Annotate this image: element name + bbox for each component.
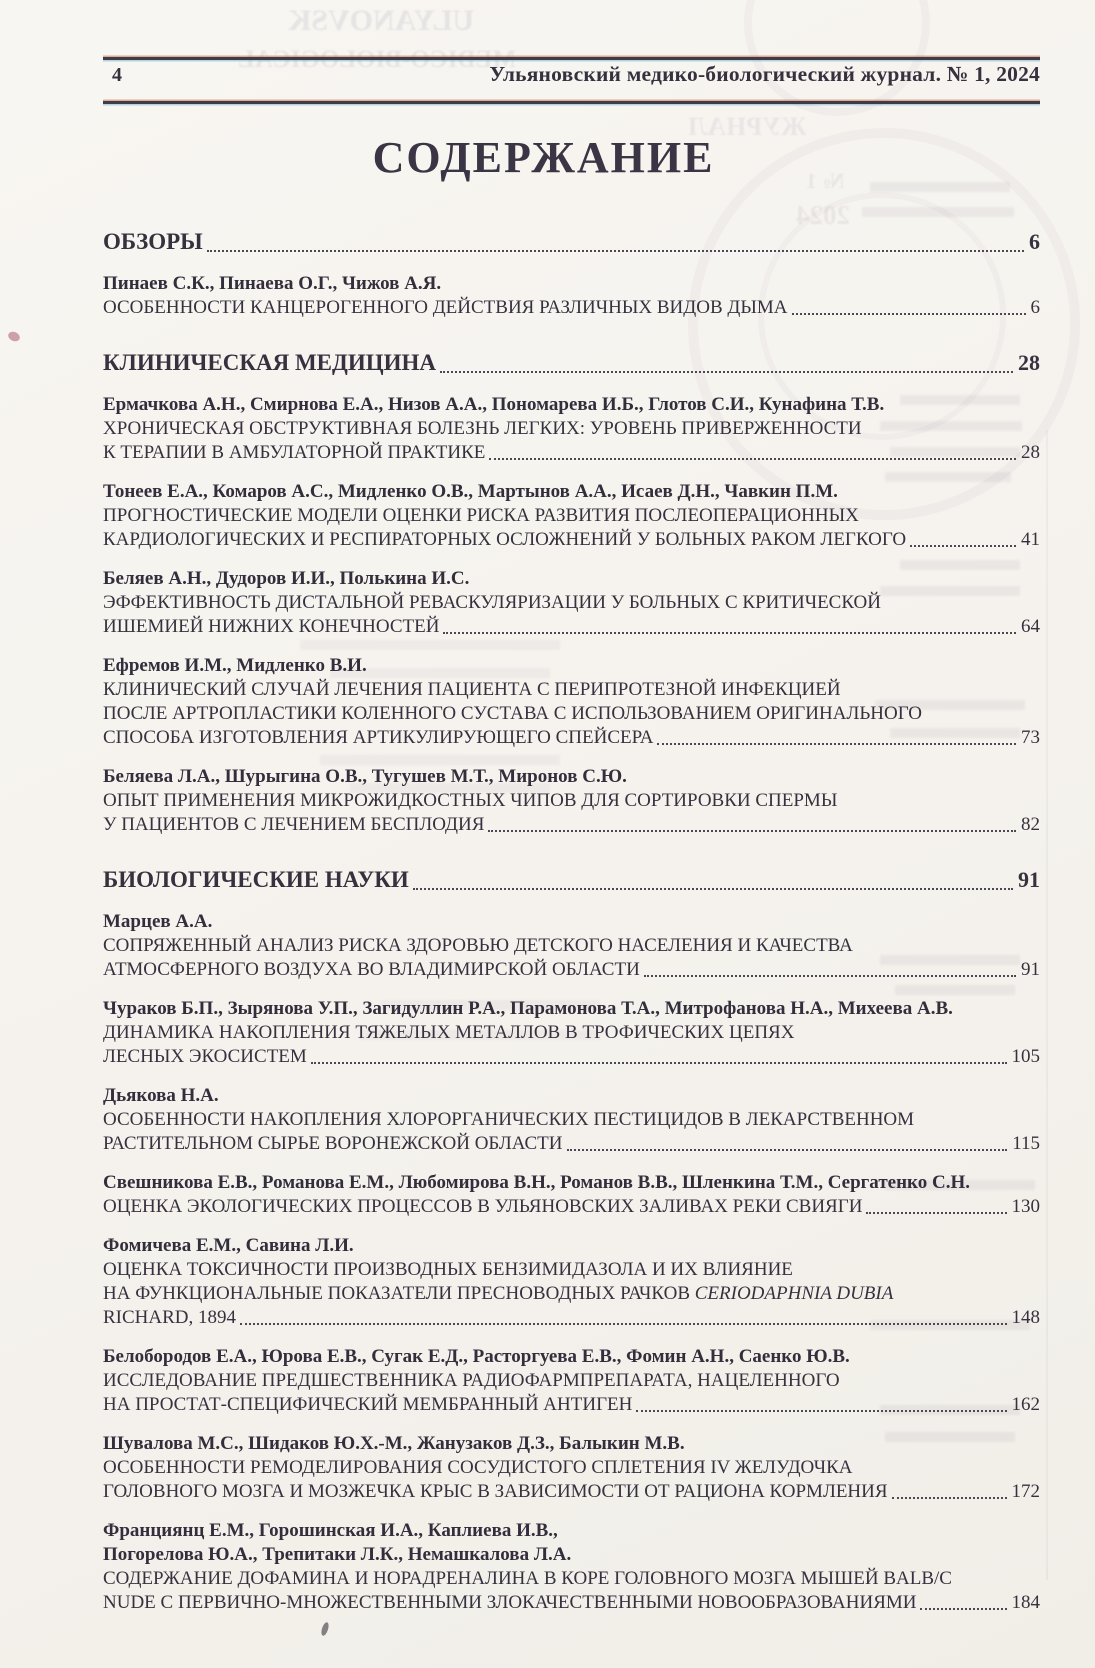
toc-entry [103,1084,1040,1156]
entry-title-line: СОДЕРЖАНИЕ ДОФАМИНА И НОРАДРЕНАЛИНА В КОРЕ ГОЛОВНОГО МОЗГА МЫШЕЙ BALB/C [103,1568,952,1589]
scan-speck [320,1621,330,1636]
toc-entry [103,997,1040,1069]
entry-page-number: 172 [1011,1481,1040,1502]
entry-page-number: 82 [1021,814,1040,835]
toc-section-header [103,348,1040,378]
entry-title-text: У ПАЦИЕНТОВ С ЛЕЧЕНИЕМ БЕСПЛОДИЯ [103,814,485,835]
toc-content [103,118,1040,1615]
bleed-through-text: № 1 [806,168,845,193]
entry-title-line: ОЦЕНКА ТОКСИЧНОСТИ ПРОИЗВОДНЫХ БЕНЗИМИДАЗОЛА И ИХ ВЛИЯНИЕ [103,1259,793,1280]
entry-title-line: ОСОБЕННОСТИ РЕМОДЕЛИРОВАНИЯ СОСУДИСТОГО СПЛЕТЕНИЯ IV ЖЕЛУДОЧКА [103,1457,853,1478]
entry-title-line [103,1591,1040,1615]
entry-title-line: ОПЫТ ПРИМЕНЕНИЯ МИКРОЖИДКОСТНЫХ ЧИПОВ ДЛЯ СОРТИРОВКИ СПЕРМЫ [103,790,838,811]
entry-title-line [103,1282,1040,1306]
entry-authors: Фомичева Е.М., Савина Л.И. [103,1235,354,1256]
toc-section-header [103,227,1040,257]
entry-title-text: NUDE С ПЕРВИЧНО-МНОЖЕСТВЕННЫМИ ЗЛОКАЧЕСТВЕННЫМИ НОВООБРАЗОВАНИЯМИ [103,1592,917,1613]
header-rule-top [103,57,1040,60]
entry-title-line [103,1480,1040,1504]
entry-title-text: К ТЕРАПИИ В АМБУЛАТОРНОЙ ПРАКТИКЕ [103,442,486,463]
section-page-number: 6 [1029,229,1040,254]
toc-entry [103,480,1040,552]
toc-title: СОДЕРЖАНИЕ [372,133,715,182]
bleed-through-text: ULYANOVSK [288,4,475,37]
toc-entry [103,1519,1040,1615]
entry-title-line: КЛИНИЧЕСКИЙ СЛУЧАЙ ЛЕЧЕНИЯ ПАЦИЕНТА С ПЕРИПРОТЕЗНОЙ ИНФЕКЦИЕЙ [103,679,841,700]
dot-leader [866,1212,1006,1214]
toc-entry [103,567,1040,639]
dot-leader [311,1062,1007,1064]
entry-title-line [103,958,1040,982]
toc-entry [103,272,1040,320]
dot-leader [443,632,1016,634]
journal-title: Ульяновский медико-биологический журнал. № 1, 2024 [489,62,1040,86]
entry-title-line [103,726,1040,750]
toc-entry [103,1171,1040,1219]
entry-page-number: 115 [1012,1133,1040,1154]
entry-title-line [103,1195,1040,1219]
entry-title-text: КАРДИОЛОГИЧЕСКИХ И РЕСПИРАТОРНЫХ ОСЛОЖНЕНИЙ У БОЛЬНЫХ РАКОМ ЛЕГКОГО [103,529,907,550]
entry-page-number: 41 [1021,529,1040,550]
entry-title-line [103,1393,1040,1417]
entry-page-number: 6 [1030,297,1040,318]
entry-title-line [103,1132,1040,1156]
entry-authors: Дьякова Н.А. [103,1085,219,1106]
entry-page-number: 184 [1011,1592,1040,1613]
toc-entry [103,1234,1040,1330]
entry-title-line [103,615,1040,639]
bleed-through-column-rule [1046,430,1048,1580]
bleed-through-text: ЖУРНАЛ [688,112,807,141]
dot-leader [413,888,1013,890]
entry-page-number: 148 [1011,1307,1040,1328]
entry-title-text: НА ПРОСТАТ-СПЕЦИФИЧЕСКИЙ МЕМБРАННЫЙ АНТИГЕН [103,1394,633,1415]
dot-leader [792,313,1026,315]
entry-title-line: ПОСЛЕ АРТРОПЛАСТИКИ КОЛЕННОГО СУСТАВА С ИСПОЛЬЗОВАНИЕМ ОРИГИНАЛЬНОГО [103,703,922,724]
entry-title-text: ОЦЕНКА ЭКОЛОГИЧЕСКИХ ПРОЦЕССОВ В УЛЬЯНОВСКИХ ЗАЛИВАХ РЕКИ СВИЯГИ [103,1196,863,1217]
entry-authors: Белобородов Е.А., Юрова Е.В., Сугак Е.Д., Расторгуева Е.В., Фомин А.Н., Саенко Ю.В. [103,1346,850,1367]
entry-title-line [103,1045,1040,1069]
toc-entry [103,393,1040,465]
dot-leader [657,743,1016,745]
entry-title-text: АТМОСФЕРНОГО ВОЗДУХА ВО ВЛАДИМИРСКОЙ ОБЛАСТИ [103,959,640,980]
entry-page-number: 28 [1021,442,1040,463]
section-page-number: 28 [1018,350,1040,375]
page-folio: 4 [112,64,122,86]
section-label: КЛИНИЧЕСКАЯ МЕДИЦИНА [103,350,437,375]
section-label: БИОЛОГИЧЕСКИЕ НАУКИ [103,867,409,892]
dot-leader [910,545,1016,547]
dot-leader [644,975,1016,977]
entry-title-text: НА ФУНКЦИОНАЛЬНЫЕ ПОКАЗАТЕЛИ ПРЕСНОВОДНЫХ РАЧКОВ [103,1283,695,1304]
dot-leader [920,1608,1006,1610]
entry-title-line: ИССЛЕДОВАНИЕ ПРЕДШЕСТВЕННИКА РАДИОФАРМПРЕПАРАТА, НАЦЕЛЕННОГО [103,1370,840,1391]
entry-authors: Беляева Л.А., Шурыгина О.В., Тугушев М.Т., Миронов С.Ю. [103,766,627,787]
entry-title-line: ОСОБЕННОСТИ НАКОПЛЕНИЯ ХЛОРОРГАНИЧЕСКИХ ПЕСТИЦИДОВ В ЛЕКАРСТВЕННОМ [103,1109,915,1130]
entry-title-text: ОСОБЕННОСТИ КАНЦЕРОГЕННОГО ДЕЙСТВИЯ РАЗЛИЧНЫХ ВИДОВ ДЫМА [103,297,788,318]
entry-title-line [103,813,1040,837]
dot-leader [892,1497,1007,1499]
entry-title-latin-name: CERIODAPHNIA DUBIA [694,1283,894,1304]
dot-leader [567,1149,1008,1151]
entry-authors: Беляев А.Н., Дудоров И.И., Полькина И.С. [103,568,470,589]
entry-authors: Ефремов И.М., Мидленко В.И. [103,655,367,676]
entry-authors: Пинаев С.К., Пинаева О.Г., Чижов А.Я. [103,273,442,294]
entry-title-line: ПРОГНОСТИЧЕСКИЕ МОДЕЛИ ОЦЕНКИ РИСКА РАЗВИТИЯ ПОСЛЕОПЕРАЦИОННЫХ [103,505,859,526]
entry-title-text: СПОСОБА ИЗГОТОВЛЕНИЯ АРТИКУЛИРУЮЩЕГО СПЕЙСЕРА [103,727,654,748]
entry-title-text: РАСТИТЕЛЬНОМ СЫРЬЕ ВОРОНЕЖСКОЙ ОБЛАСТИ [103,1133,563,1154]
dot-leader [489,458,1016,460]
header-rule-bottom [103,101,1040,104]
toc-entry [103,765,1040,837]
dot-leader [440,371,1013,373]
entry-authors: Свешникова Е.В., Романова Е.М., Любомирова В.Н., Романов В.В., Шленкина Т.М., Сергатенко С.Н. [103,1172,970,1193]
dot-leader [636,1410,1006,1412]
toc-entry [103,654,1040,750]
entry-title-line: ХРОНИЧЕСКАЯ ОБСТРУКТИВНАЯ БОЛЕЗНЬ ЛЕГКИХ: УРОВЕНЬ ПРИВЕРЖЕННОСТИ [103,418,862,439]
entry-authors: Марцев А.А. [103,911,213,932]
section-page-number: 91 [1018,867,1040,892]
entry-authors: Шувалова М.С., Шидаков Ю.Х.-М., Жанузаков Д.З., Балыкин М.В. [103,1433,685,1454]
entry-title-line [103,528,1040,552]
entry-page-number: 91 [1021,959,1040,980]
running-head [103,62,1040,87]
section-label: ОБЗОРЫ [103,229,203,254]
dot-leader [207,250,1024,252]
entry-title-text: ИШЕМИЕЙ НИЖНИХ КОНЕЧНОСТЕЙ [103,616,440,637]
entry-title-line: СОПРЯЖЕННЫЙ АНАЛИЗ РИСКА ЗДОРОВЬЮ ДЕТСКОГО НАСЕЛЕНИЯ И КАЧЕСТВА [103,935,853,956]
entry-authors: Тонеев Е.А., Комаров А.С., Мидленко О.В., Мартынов А.А., Исаев Д.Н., Чавкин П.М. [103,481,838,502]
entry-title-text: ГОЛОВНОГО МОЗГА И МОЗЖЕЧКА КРЫС В ЗАВИСИМОСТИ ОТ РАЦИОНА КОРМЛЕНИЯ [103,1481,888,1502]
toc-entry [103,910,1040,982]
entry-page-number: 64 [1021,616,1040,637]
entry-title-line [103,1306,1040,1330]
dot-leader [240,1323,1006,1325]
bleed-through-text: 2024 [796,200,850,230]
toc-section-header [103,865,1040,895]
entry-authors: Франциянц Е.М., Горошинская И.А., Каплиева И.В., [103,1520,558,1541]
entry-title-text: RICHARD, 1894 [103,1307,237,1328]
entry-page-number: 105 [1011,1046,1040,1067]
toc-entry [103,1432,1040,1504]
entry-title-line [103,441,1040,465]
toc-entry [103,1345,1040,1417]
scan-speck [7,330,22,343]
dot-leader [488,830,1016,832]
entry-title-text: ЛЕСНЫХ ЭКОСИСТЕМ [103,1046,307,1067]
entry-page-number: 73 [1021,727,1040,748]
entry-title-line [103,296,1040,320]
entry-authors: Чураков Б.П., Зырянова У.П., Загидуллин Р.А., Парамонова Т.А., Митрофанова Н.А., Михеева А.В. [103,998,953,1019]
entry-title-line: ДИНАМИКА НАКОПЛЕНИЯ ТЯЖЕЛЫХ МЕТАЛЛОВ В ТРОФИЧЕСКИХ ЦЕПЯХ [103,1022,795,1043]
entry-page-number: 130 [1011,1196,1040,1217]
entry-authors: Ермачкова А.Н., Смирнова Е.А., Низов А.А., Пономарева И.Б., Глотов С.И., Кунафина Т.В. [103,394,885,415]
entry-page-number: 162 [1011,1394,1040,1415]
entry-authors: Погорелова Ю.А., Трепитаки Л.К., Немашкалова Л.А. [103,1544,572,1565]
entry-title-line: ЭФФЕКТИВНОСТЬ ДИСТАЛЬНОЙ РЕВАСКУЛЯРИЗАЦИИ У БОЛЬНЫХ С КРИТИЧЕСКОЙ [103,592,881,613]
